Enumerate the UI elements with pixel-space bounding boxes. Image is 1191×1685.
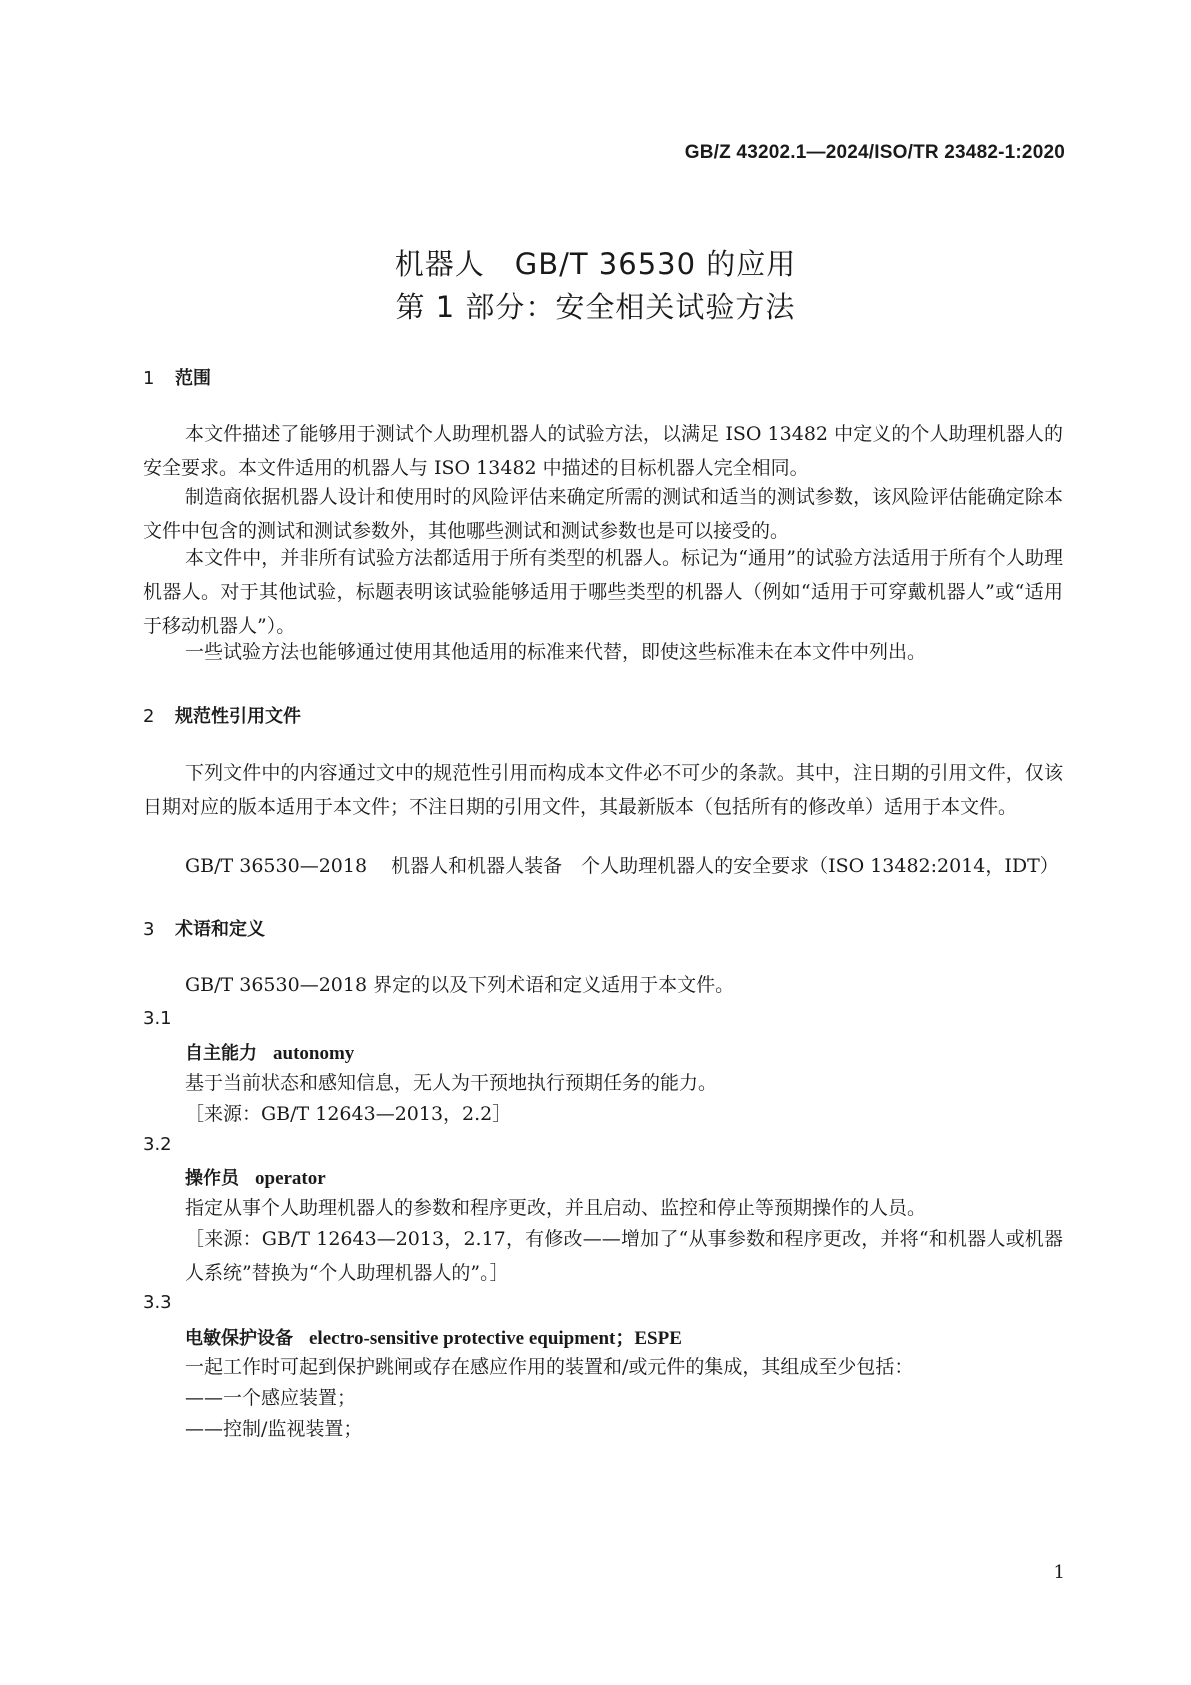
section-3-intro: GB/T 36530—2018 界定的以及下列术语和定义适用于本文件。 xyxy=(185,974,735,996)
term-heading-autonomy xyxy=(185,1039,354,1065)
normative-reference xyxy=(185,849,1059,883)
term-zh: 操作员 xyxy=(185,1168,239,1189)
document-title xyxy=(0,243,1191,329)
section-2-heading xyxy=(143,702,301,728)
term-heading-espe xyxy=(185,1323,682,1350)
term-definition: 一起工作时可起到保护跳闸或存在感应作用的装置和/或元件的集成，其组成至少包括： xyxy=(185,1356,914,1378)
section-1-paragraph-1: 本文件描述了能够用于测试个人助理机器人的试验方法，以满足 ISO 13482 中定义的个人助理机器人的安全要求。本文件适用的机器人与 ISO 13482 中描述的目标机器人完全相同。 xyxy=(143,423,1063,479)
term-number: 3.2 xyxy=(143,1134,172,1155)
reference-code: GB/T 36530—2018 xyxy=(185,855,368,877)
title-line-2: 第 1 部分：安全相关试验方法 xyxy=(395,290,796,324)
section-number: 2 xyxy=(143,706,155,727)
term-en: electro-sensitive protective equipment；ESPE xyxy=(309,1328,682,1349)
page-number: 1 xyxy=(1053,1562,1065,1583)
term-source: ［来源：GB/T 12643—2013，2.17，有修改——增加了“从事参数和程序更改，并将“和机器人或机器人系统”替换为“个人助理机器人的”。］ xyxy=(185,1228,1063,1284)
term-definition: 基于当前状态和感知信息，无人为干预地执行预期任务的能力。 xyxy=(185,1072,718,1094)
section-title: 范围 xyxy=(175,368,211,389)
title-line-1: 机器人 GB/T 36530 的应用 xyxy=(394,247,797,281)
reference-title: 机器人和机器人装备 个人助理机器人的安全要求（ISO 13482:2014，IDT） xyxy=(391,855,1059,877)
document-code-header: GB/Z 43202.1—2024/ISO/TR 23482-1:2020 xyxy=(684,142,1065,163)
term-zh: 电敏保护设备 xyxy=(185,1328,293,1349)
term-en: autonomy xyxy=(273,1043,355,1064)
term-heading-operator xyxy=(185,1164,326,1190)
term-source: ［来源：GB/T 12643—2013，2.2］ xyxy=(185,1103,512,1125)
list-item: ——控制/监视装置； xyxy=(185,1418,363,1440)
section-1-paragraph-2: 制造商依据机器人设计和使用时的风险评估来确定所需的测试和适当的测试参数，该风险评估能确定除本文件中包含的测试和测试参数外，其他哪些测试和测试参数也是可以接受的。 xyxy=(143,486,1063,542)
section-2-paragraph: 下列文件中的内容通过文中的规范性引用而构成本文件必不可少的条款。其中，注日期的引用文件，仅该日期对应的版本适用于本文件；不注日期的引用文件，其最新版本（包括所有的修改单）适用于本文件。 xyxy=(143,762,1063,818)
section-1-heading xyxy=(143,364,211,390)
term-number: 3.3 xyxy=(143,1292,172,1313)
list-item: ——一个感应装置； xyxy=(185,1387,357,1409)
section-title: 术语和定义 xyxy=(175,919,265,940)
section-number: 3 xyxy=(143,919,155,940)
section-1-paragraph-3: 本文件中，并非所有试验方法都适用于所有类型的机器人。标记为“通用”的试验方法适用于所有个人助理机器人。对于其他试验，标题表明该试验能够适用于哪些类型的机器人（例如“适用于可穿戴机器人”或“适用于移动机器人”）。 xyxy=(143,547,1063,637)
section-1-paragraph-4: 一些试验方法也能够通过使用其他适用的标准来代替，即使这些标准未在本文件中列出。 xyxy=(185,641,927,663)
section-3-heading xyxy=(143,915,265,941)
term-en: operator xyxy=(255,1168,326,1189)
section-number: 1 xyxy=(143,368,155,389)
section-title: 规范性引用文件 xyxy=(175,706,301,727)
term-number: 3.1 xyxy=(143,1008,172,1029)
term-definition: 指定从事个人助理机器人的参数和程序更改，并且启动、监控和停止等预期操作的人员。 xyxy=(185,1197,927,1219)
term-zh: 自主能力 xyxy=(185,1043,257,1064)
